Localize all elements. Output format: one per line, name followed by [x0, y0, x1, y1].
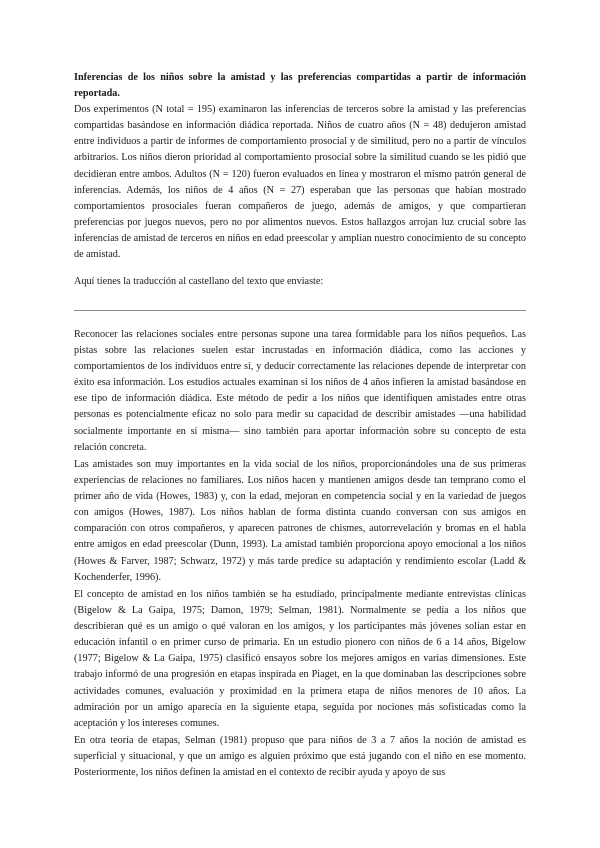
paragraph-text: Reconocer las relaciones sociales entre personas supone una tarea formidable para los niños pequeños. Las pistas sobre las relaciones suelen estar incrustadas en información diádica, como las acciones y comportamientos de los individuos entre sí, y deducir correctamente las relaciones depende de interpretar con éxito esa información. Los estudios actuales examinan si los niños de 4 años infieren la amistad basándose en ese tipo de información diádica. Este método de pedir a los niños que identifiquen amistades entre otras personas es potencialmente eficaz no solo para medir su capacidad de describir amistades —una habilidad socialmente importante en sí misma— sino también para aportar información sobre su concepto de esta relación concreta. [74, 329, 526, 453]
paragraph-text: Las amistades son muy importantes en la vida social de los niños, proporcionándoles una de sus primeras experiencias de relaciones no familiares. Los niños hacen y mantienen amigos desde tan temprano como el primer año de vida (Howes, 1983) y, con la edad, mejoran en competencia social y en la variedad de juegos con amigos (Howes, 1987). Los niños hablan de forma distinta cuando conversan con sus amigos en comparación con otros compañeros, y aparecen patrones de chismes, autorrevelación y bromas en el habla entre amigos en edad preescolar (Dunn, 1993). La amistad también proporciona apoyo emocional a los niños (Howes & Farver, 1987; Schwarz, 1972) y más tarde predice su adaptación y rendimiento escolar (Ladd & Kochenderfer, 1996). [74, 459, 526, 583]
paragraph-1 [74, 327, 526, 456]
intro-section [74, 274, 526, 290]
abstract-title: Inferencias de los niños sobre la amistad y las preferencias compartidas a partir de información reportada. [74, 72, 526, 100]
divider [74, 310, 526, 311]
abstract-section [74, 70, 526, 263]
paragraph-2 [74, 457, 526, 586]
abstract-body: Dos experimentos (N total = 195) examinaron las inferencias de terceros sobre la amistad y las preferencias compartidas basándose en información diádica reportada. Niños de cuatro años (N = 48) dedujeron amistad entre individuos a partir de informes de comportamiento prosocial y de similitud, pero no a partir de vínculos arbitrarios. Los niños dieron prioridad al comportamiento prosocial sobre la similitud cuando se les pidió que decidieran entre ambos. Adultos (N = 120) fueron evaluados en línea y mostraron el mismo patrón general de inferencias. Además, los niños de 4 años (N = 27) esperaban que las personas que habían mostrado comportamientos prosociales fueran compañeros de juego, además de amigos, y que compartieran preferencias por juegos nuevos, pero no por alimentos nuevos. Estos hallazgos arrojan luz crucial sobre las inferencias de amistad de terceros en niños en edad preescolar y amplían nuestro conocimiento de su concepto de amistad. [74, 104, 526, 261]
paragraph-3 [74, 587, 526, 732]
paragraph-text: En otra teoría de etapas, Selman (1981) propuso que para niños de 3 a 7 años la noción de amistad es superficial y situacional, y que un amigo es alguien próximo que está jugando con el niño en ese momento. Posteriormente, los niños definen la amistad en el contexto de recibir ayuda y apoyo de sus [74, 735, 526, 779]
paragraph-4 [74, 733, 526, 781]
paragraph-text: El concepto de amistad en los niños también se ha estudiado, principalmente mediante entrevistas clínicas (Bigelow & La Gaipa, 1975; Damon, 1979; Selman, 1981). Normalmente se pedía a los niños que describieran qué es un amigo o qué valoran en los amigos, y los participantes más jóvenes solían estar en educación infantil o en primer curso de primaria. En un estudio pionero con niños de 6 a 14 años, Bigelow (1977; Bigelow & La Gaipa, 1975) clasificó ensayos sobre los mejores amigos en varias dimensiones. Este trabajo informó de una progresión en etapas inspirada en Piaget, en la que dominaban las descripciones sobre actividades comunes, evaluación y proximidad en la primera etapa de niños menores de 10 años. La admiración por un amigo aparecía en la siguiente etapa, seguida por nociones más sofisticadas como la aceptación y los intereses comunes. [74, 589, 526, 729]
translation-intro: Aquí tienes la traducción al castellano del texto que enviaste: [74, 276, 324, 287]
